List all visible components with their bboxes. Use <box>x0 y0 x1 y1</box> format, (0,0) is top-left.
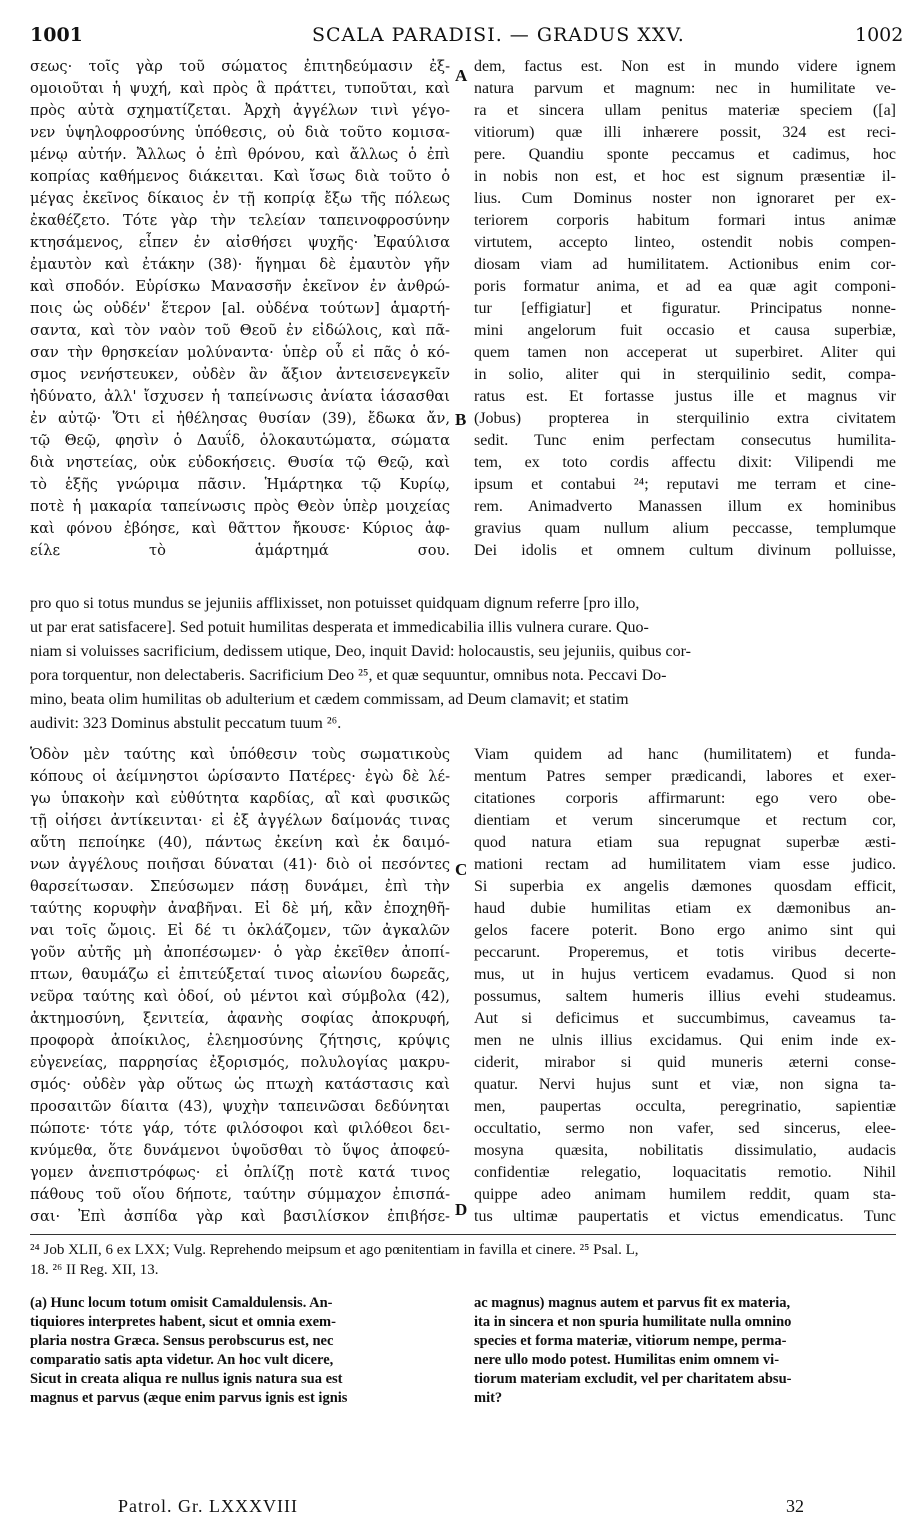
text-line: ἠδύνατο, ἀλλ' ἴσχυσεν ἡ ταπείνωσις ἀνίατα ἰάσασθαι <box>30 388 450 405</box>
text-line: προσαιτῶν δίαιτα (43), ψυχὴν ταπεινῶσαι δεδύνηται <box>30 1098 450 1115</box>
text-line: peccarunt. Properemus, et totis viribus decerte- <box>474 944 896 961</box>
text-line: σμος νενήστευκεν, οὐδὲν ἂν ἄξιον ἀντεισενεγκεῖν <box>30 366 450 383</box>
text-line: mus, ut in hujus verticem evadamus. Quod si non <box>474 966 896 983</box>
text-line: 18. ²⁶ II Reg. XII, 13. <box>30 1262 159 1278</box>
greek-column-upper <box>30 56 450 562</box>
text-line: quod natura etiam sua repugnat superbæ æsti- <box>474 834 896 851</box>
text-line: Ὁδὸν μὲν ταύτης καὶ ὑπόθεσιν τοὺς σωματικοὺς <box>30 746 450 763</box>
column-number: 1002 <box>855 24 904 46</box>
text-line: mini angelorum fuit occasio et causa superbiæ, <box>474 322 896 339</box>
text-line: κνύμεθα, ὅτε δυνάμενοι ὑψοῦσθαι τὸ ὕψος ἀποφεύ- <box>30 1142 450 1159</box>
text-line: comparatio satis apta videtur. An hoc vult dicere, <box>30 1352 334 1368</box>
text-line: μένῳ αὐτήν. Ἄλλως ὁ ἐπὶ θρόνου, καὶ ἄλλως ὁ ἐπὶ <box>30 146 450 163</box>
text-line: lius. Cum Dominus noster non ignoraret per ex- <box>474 190 896 207</box>
margin-marker-b: B <box>455 410 467 429</box>
text-line: gelos facere poterit. Bono ergo animo sint qui <box>474 922 896 939</box>
text-line: mationi rectam ad humilitatem viam esse judico. <box>474 856 896 873</box>
text-line: Dei idolis et omnem cultum divinum polluisse, <box>474 542 896 559</box>
text-line: natura parvum et magnum: nec in humilitate ve- <box>474 80 896 97</box>
text-line: τὸ ἑξῆς γνώριμα πᾶσιν. Ἡμάρτηκα τῷ Κυρίῳ, <box>30 476 450 493</box>
text-line: possumus, saltem humeris illius evehi studeamus. <box>474 988 896 1005</box>
text-line: σμός· οὐδὲν γὰρ οὕτως ὡς πτωχὴ κατάστασις καὶ <box>30 1076 450 1093</box>
text-line: mino, beata olim humilitas ob adulterium et cædem commissam, ad Deum clamavit; et statim <box>30 691 629 708</box>
text-line: ciderit, mirabor si quid muneris æterni conse- <box>474 1054 896 1071</box>
text-line: tiquiores interpretes habent, sicut et omnia exem- <box>30 1314 336 1330</box>
text-line: mentum Patres semper prædicandi, labores et exer- <box>474 768 896 785</box>
text-line: men ne ulnis illius excidamus. Qui enim inde ex- <box>474 1032 896 1049</box>
text-line: ἀκτημοσύνη, ξενιτεία, ἀφανὴς σοφίας ἀποκρυφή, <box>30 1010 450 1027</box>
text-line: τῇ οἰήσει ἀντίκεινται· εἰ ἐξ ἀγγέλων δαίμονάς τινας <box>30 812 450 829</box>
text-line: γομεν ἀνεπιστρόφως· εἰ ὀπλίζῃ ποτὲ κατά τινος <box>30 1164 450 1181</box>
editor-note-right <box>474 1294 896 1408</box>
text-line: νεῦρα ταύτης καὶ ὁδοί, οὐ μέντοι καὶ σύμβολα (42), <box>30 988 450 1005</box>
text-line: πρὸς αὐτὰ σχηματίζεται. Ἀρχὴ ἀγγέλων τινὶ γέγο- <box>30 102 450 119</box>
text-line: tiorum materiam excludit, vel per charitatem absu- <box>474 1371 792 1387</box>
text-line: mosyna quæsita, nobilitatis dissimulatio, audacis <box>474 1142 896 1159</box>
text-line: πάθους τοῦ οἵου δήποτε, ταύτην σύμμαχον ἐπισπά- <box>30 1186 450 1203</box>
text-line: citationes corporis affirmarunt: ego vero obe- <box>474 790 896 807</box>
text-line: καὶ φόνου ἐβόησε, καὶ θᾶττον ἤκουσε· Κύριος ἀφ- <box>30 520 450 537</box>
text-line: σαντα, καὶ τὸν ναὸν τοῦ Θεοῦ ἐν εἰδώλοις, καὶ πᾶ- <box>30 322 450 339</box>
text-line: είλε τὸ ἁμάρτημά σου. <box>30 542 450 559</box>
latin-column-lower <box>474 744 896 1228</box>
text-line: men, paupertas occulta, peregrinatio, sapientiæ <box>474 1098 896 1115</box>
scripture-footnotes <box>30 1240 896 1280</box>
text-line: τῷ Θεῷ, φησὶν ὁ Δαυΐδ, ὁλοκαυτώματα, σώματα <box>30 432 450 449</box>
text-line: in solio, aliter qui in sterquilinio sedit, compa- <box>474 366 896 383</box>
full-width-paragraph <box>30 592 896 736</box>
margin-marker-a: A <box>455 66 468 85</box>
text-line: σαν τὴν θρησκείαν μολύναντα· ὑπὲρ οὗ εἰ πᾶς ὁ κό- <box>30 344 450 361</box>
text-line: dem, factus est. Non est in mundo videre ignem <box>474 58 896 75</box>
text-line: Viam quidem ad hanc (humilitatem) et funda- <box>474 746 896 763</box>
text-line: quatur. Nervi hujus sunt et viæ, non signa ta- <box>474 1076 896 1093</box>
text-line: audivit: 323 Dominus abstulit peccatum tuum ²⁶. <box>30 715 342 732</box>
text-line: (Jobus) propterea in sterquilinio extra civitatem <box>474 410 896 427</box>
text-line: ποις ὡς οὐδέν' ἕτερον [al. οὐδένα τούτων] ἁμαρτή- <box>30 300 450 317</box>
text-line: κοπρίας καθήμενος διάκειται. Καὶ ἴσως διὰ τοῦτο ὁ <box>30 168 450 185</box>
text-line: Sicut in creata aliqua re nullus ignis natura sua est <box>30 1371 343 1387</box>
text-line: ac magnus) magnus autem et parvus fit ex materia, <box>474 1295 791 1311</box>
footnote-separator <box>30 1234 896 1235</box>
text-line: σεως· τοῖς γὰρ τοῦ σώματος ἐπιτηδεύμασιν ἐξ- <box>30 58 450 75</box>
running-title: SCALA PARADISI. — GRADUS XXV. <box>312 24 685 46</box>
text-line: mit? <box>474 1390 503 1406</box>
text-line: quippe adeo animam humilem reddit, quam sta- <box>474 1186 896 1203</box>
footer-signature: 32 <box>786 1496 804 1516</box>
text-line: ra et sincera ullam penitus materiæ speciem ([a] <box>474 102 896 119</box>
text-line: nere ullo modo potest. Humilitas enim omnem vi- <box>474 1352 780 1368</box>
editor-note-left <box>30 1294 450 1408</box>
greek-column-lower <box>30 744 450 1228</box>
text-line: diosam viam ad humilitatem. Actionibus enim cor- <box>474 256 896 273</box>
text-line: κτησάμενος, εἶπεν ἐν αἰσθήσει ψυχῆς· Ἐφαύλισα <box>30 234 450 251</box>
text-line: καὶ σποδόν. Εὑρίσκω Μανασσῆν ἐκεῖνον ἐν ἀνθρώ- <box>30 278 450 295</box>
text-line: μέγας ἐκεῖνος δίκαιος ἐν τῇ κοπρίᾳ ἔξω τῆς πόλεως <box>30 190 450 207</box>
latin-column-upper <box>474 56 896 562</box>
text-line: ναι τοῖς ὤμοις. Εἰ δέ τι ὀκλάζομεν, τῶν ἀγκαλῶν <box>30 922 450 939</box>
text-line: νων ἀγγέλους ποιῆσαι δύναται (41)· διὸ οἱ πεσόντες <box>30 856 450 873</box>
text-line: Aut si deficimus et succumbimus, caveamus ta- <box>474 1010 896 1027</box>
margin-marker-d: D <box>455 1200 468 1219</box>
text-line: vitiorum) quæ illi inhærere possit, 324 est reci- <box>474 124 896 141</box>
text-line: niam si voluisses sacrificium, dedissem utique, Deo, inquit David: holocaustis, seu jejuniis, quibus cor- <box>30 643 691 660</box>
text-line: γω ὑπακοὴν καὶ εὐθύτητα καρδίας, αἳ καὶ φυσικῶς <box>30 790 450 807</box>
text-line: ita in sincera et non spuria humilitate nulla omnino <box>474 1314 792 1330</box>
text-line: ποτὲ ἡ μακαρία ταπείνωσις πρὸς Θεὸν ὑπὲρ μοιχείας <box>30 498 450 515</box>
text-line: ταύτης κορυφὴν ἀναβῆναι. Εἰ δὲ μή, κἂν ἐποχηθῆ- <box>30 900 450 917</box>
text-line: pere. Quandiu sponte peccamus et cadimus, hoc <box>474 146 896 163</box>
text-line: species et forma materiæ, vitiorum nempe, perma- <box>474 1333 787 1349</box>
text-line: virtutem, accepto linteo, ostendit nobis compen- <box>474 234 896 251</box>
text-line: αὕτη πεποίηκε (40), πάντως ἐκείνη καὶ ἐκ δαιμό- <box>30 834 450 851</box>
text-line: πτων, θαυμάζω εἰ ἐπιτεύξεταί τινος αἰωνίου δωρεᾶς, <box>30 966 450 983</box>
text-line: in nobis non est, et hoc est signum præsentiæ il- <box>474 168 896 185</box>
text-line: poris formatur anima, et ad ea quæ agit componi- <box>474 278 896 295</box>
text-line: gravius quam nullum alium peccasse, templumque <box>474 520 896 537</box>
text-line: Si superbia ex angelis dæmones quosdam efficit, <box>474 878 896 895</box>
text-line: rem. Animadverto Manassen illum ex hominibus <box>474 498 896 515</box>
text-line: tus ultimæ paupertatis et victus emendicatus. Tunc <box>474 1208 896 1225</box>
text-line: ἐμαυτὸν καὶ ἐτάκην (38)· ἥγημαι δὲ ἐμαυτὸν γῆν <box>30 256 450 273</box>
text-line: ομοιοῦται ἡ ψυχή, καὶ πρὸς ἃ πράττει, τυποῦται, καὶ <box>30 80 450 97</box>
text-line: γοῦν αὐτῆς μὴ ἀποπέσωμεν· ὁ γὰρ ἐκεῖθεν ἀποπί- <box>30 944 450 961</box>
text-line: teriorem corporis habitum formari intus animæ <box>474 212 896 229</box>
text-line: ratus est. Et fortasse justus ille et magnus vir <box>474 388 896 405</box>
text-line: pora torquentur, non delectaberis. Sacrificium Deo ²⁵, et quæ sequuntur, omnibus nota. Peccavi Do- <box>30 667 667 684</box>
text-line: confidentiæ relegatio, loquacitatis remotio. Nihil <box>474 1164 896 1181</box>
text-line: occultatio, sermo non vafer, sed sincerus, elee- <box>474 1120 896 1137</box>
text-line: κόπους οἱ ἀείμνηστοι ὡρίσαντο Πατέρες· ἐγὼ δὲ λέ- <box>30 768 450 785</box>
footer-volume: Patrol. Gr. LXXXVIII <box>118 1496 298 1516</box>
text-line: νεν ὑψηλοφροσύνης ὑπόθεσις, οὐ διὰ τοῦτο κομισα- <box>30 124 450 141</box>
text-line: ἐκαθέζετο. Τότε γὰρ τὴν τελείαν ταπεινοφροσύνην <box>30 212 450 229</box>
page-number: 1001 <box>30 24 83 46</box>
text-line: plaria nostra Græca. Sensus perobscurus est, nec <box>30 1333 334 1349</box>
text-line: σαι· Ἐπὶ ἀσπίδα γὰρ καὶ βασιλίσκον ἐπιβήσε- <box>30 1208 450 1225</box>
text-line: tem, ex toto cordis affectu dixit: Vilipendi me <box>474 454 896 471</box>
text-line: προφορὰ ἀποίκιλος, ἐλεημοσύνης ζήτησις, κρύψις <box>30 1032 450 1049</box>
text-line: θαρσείτωσαν. Σπεύσωμεν πάσῃ δυνάμει, ἐπὶ τὴν <box>30 878 450 895</box>
text-line: haud dubie humilitas etiam ex dæmonibus an- <box>474 900 896 917</box>
text-line: ipsum et contabui ²⁴; reputavi me terram et cine- <box>474 476 896 493</box>
running-header <box>0 0 924 48</box>
margin-marker-c: C <box>455 860 468 879</box>
text-line: quem tamen non acceperat ut superbiret. Aliter qui <box>474 344 896 361</box>
text-line: (a) Hunc locum totum omisit Camaldulensis. An- <box>30 1295 333 1311</box>
text-line: ut par erat satisfacere]. Sed potuit humilitas desperata et immedicabilia illis vulnera curare. Quo- <box>30 619 649 636</box>
text-line: ἐν αὐτῷ· Ὅτι εἰ ἠθέλησας θυσίαν (39), ἔδωκα ἄν, <box>30 410 450 427</box>
text-line: διὰ νηστείας, οὐκ εὐδοκήσεις. Θυσία τῷ Θεῷ, καὶ <box>30 454 450 471</box>
text-line: πώποτε· τότε γάρ, τότε φιλόσοφοι καὶ φιλόθεοι δει- <box>30 1120 450 1137</box>
text-line: tur [effigiatur] et figuratur. Principatus nonne- <box>474 300 896 317</box>
text-line: sedit. Tunc enim perfectam consecutus humilita- <box>474 432 896 449</box>
text-line: magnus et parvus (æque enim parvus ignis est ignis <box>30 1390 348 1406</box>
text-line: pro quo si totus mundus se jejuniis afflixisset, non potuisset quidquam dignum referre [pro illo, <box>30 595 640 612</box>
text-line: ²⁴ Job XLII, 6 ex LXX; Vulg. Reprehendo meipsum et ago pœnitentiam in favilla et cinere. ²⁵ Psal. L, <box>30 1242 639 1258</box>
text-line: εὐγενείας, παρρησίας ἐξορισμός, πολυλογίας μακρυ- <box>30 1054 450 1071</box>
text-line: dientiam et verum sincerumque et rectum cor, <box>474 812 896 829</box>
